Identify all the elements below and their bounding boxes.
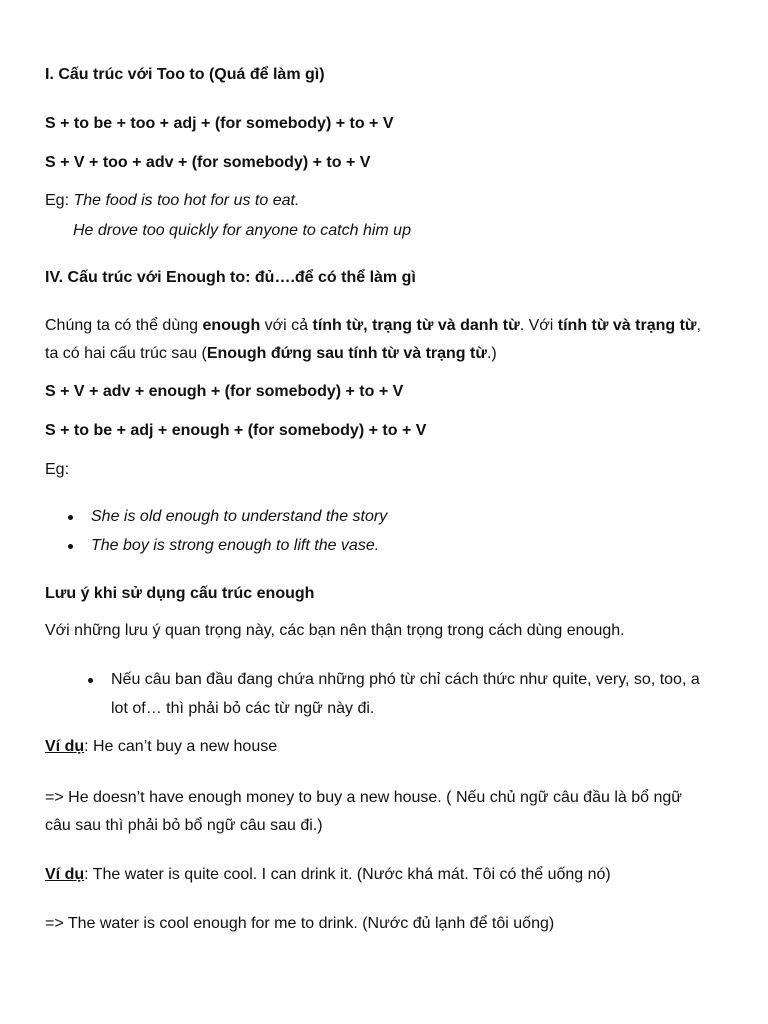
result-1-line1: => He doesn’t have enough money to buy a new house. ( Nếu chủ ngữ câu đầu là bổ ngữ	[45, 789, 682, 806]
enough-intro-line2	[45, 344, 497, 364]
vidu-label: Ví dụ	[45, 866, 85, 883]
enough-eg-label: Eg:	[45, 461, 70, 478]
example-text: : He can’t buy a new house	[84, 738, 278, 755]
bullet-icon	[68, 544, 73, 549]
too-example-2: He drove too quickly for anyone to catch him up	[73, 222, 411, 239]
enough-formula-adj: S + to be + adj + enough + (for somebody) + to + V	[45, 422, 427, 439]
too-formula-adj: S + to be + too + adj + (for somebody) + to + V	[45, 115, 394, 132]
example-text: The food is too hot for us to eat.	[73, 192, 300, 209]
example-1	[45, 737, 277, 757]
intro-text: với cả	[260, 317, 313, 334]
example-2	[45, 865, 611, 885]
list-item-text: The boy is strong enough to lift the vase.	[91, 537, 380, 554]
intro-bold: tính từ và trạng từ	[557, 317, 697, 334]
intro-text: . Với	[519, 317, 558, 334]
intro-bold: enough	[202, 317, 261, 334]
list-item	[111, 670, 700, 690]
intro-text: ,	[696, 317, 701, 334]
section4-heading: IV. Cấu trúc với Enough to: đủ….để có thể làm gì	[45, 269, 416, 286]
result-1-line2: câu sau thì phải bỏ bổ ngữ câu sau đi.)	[45, 817, 323, 834]
intro-text: .)	[486, 345, 497, 362]
example-text: : The water is quite cool. I can drink it. (Nước khá mát. Tôi có thể uống nó)	[84, 866, 611, 883]
vidu-label: Ví dụ	[45, 738, 85, 755]
list-item-text: Nếu câu ban đầu đang chứa những phó từ chỉ cách thức như quite, very, so, too, a	[111, 671, 700, 688]
eg-label: Eg:	[45, 192, 74, 209]
list-item	[91, 507, 387, 527]
too-formula-adv: S + V + too + adv + (for somebody) + to + V	[45, 154, 371, 171]
too-example-1	[45, 191, 299, 211]
list-item-continuation	[111, 699, 700, 719]
list-item	[91, 536, 387, 556]
enough-example-list	[91, 507, 387, 556]
intro-bold: tính từ, trạng từ và danh từ	[312, 317, 520, 334]
note-intro: Với những lưu ý quan trọng này, các bạn nên thận trọng trong cách dùng enough.	[45, 622, 625, 639]
intro-text: Chúng ta có thể dùng	[45, 317, 203, 334]
intro-text: ta có hai cấu trúc sau (	[45, 345, 207, 362]
section1-heading: I. Cấu trúc với Too to (Quá để làm gì)	[45, 66, 325, 83]
bullet-icon	[88, 678, 93, 683]
bullet-icon	[68, 515, 73, 520]
result-2: => The water is cool enough for me to drink. (Nước đủ lạnh để tôi uống)	[45, 915, 555, 932]
intro-bold: Enough đứng sau tính từ và trạng từ	[206, 345, 487, 362]
list-item-text: lot of… thì phải bỏ các từ ngữ này đi.	[111, 700, 375, 717]
note-bullet-list	[111, 670, 700, 719]
list-item-text: She is old enough to understand the story	[91, 508, 388, 525]
enough-intro-line1	[45, 316, 701, 336]
note-heading: Lưu ý khi sử dụng cấu trúc enough	[45, 585, 315, 602]
enough-formula-adv: S + V + adv + enough + (for somebody) + to + V	[45, 383, 404, 400]
